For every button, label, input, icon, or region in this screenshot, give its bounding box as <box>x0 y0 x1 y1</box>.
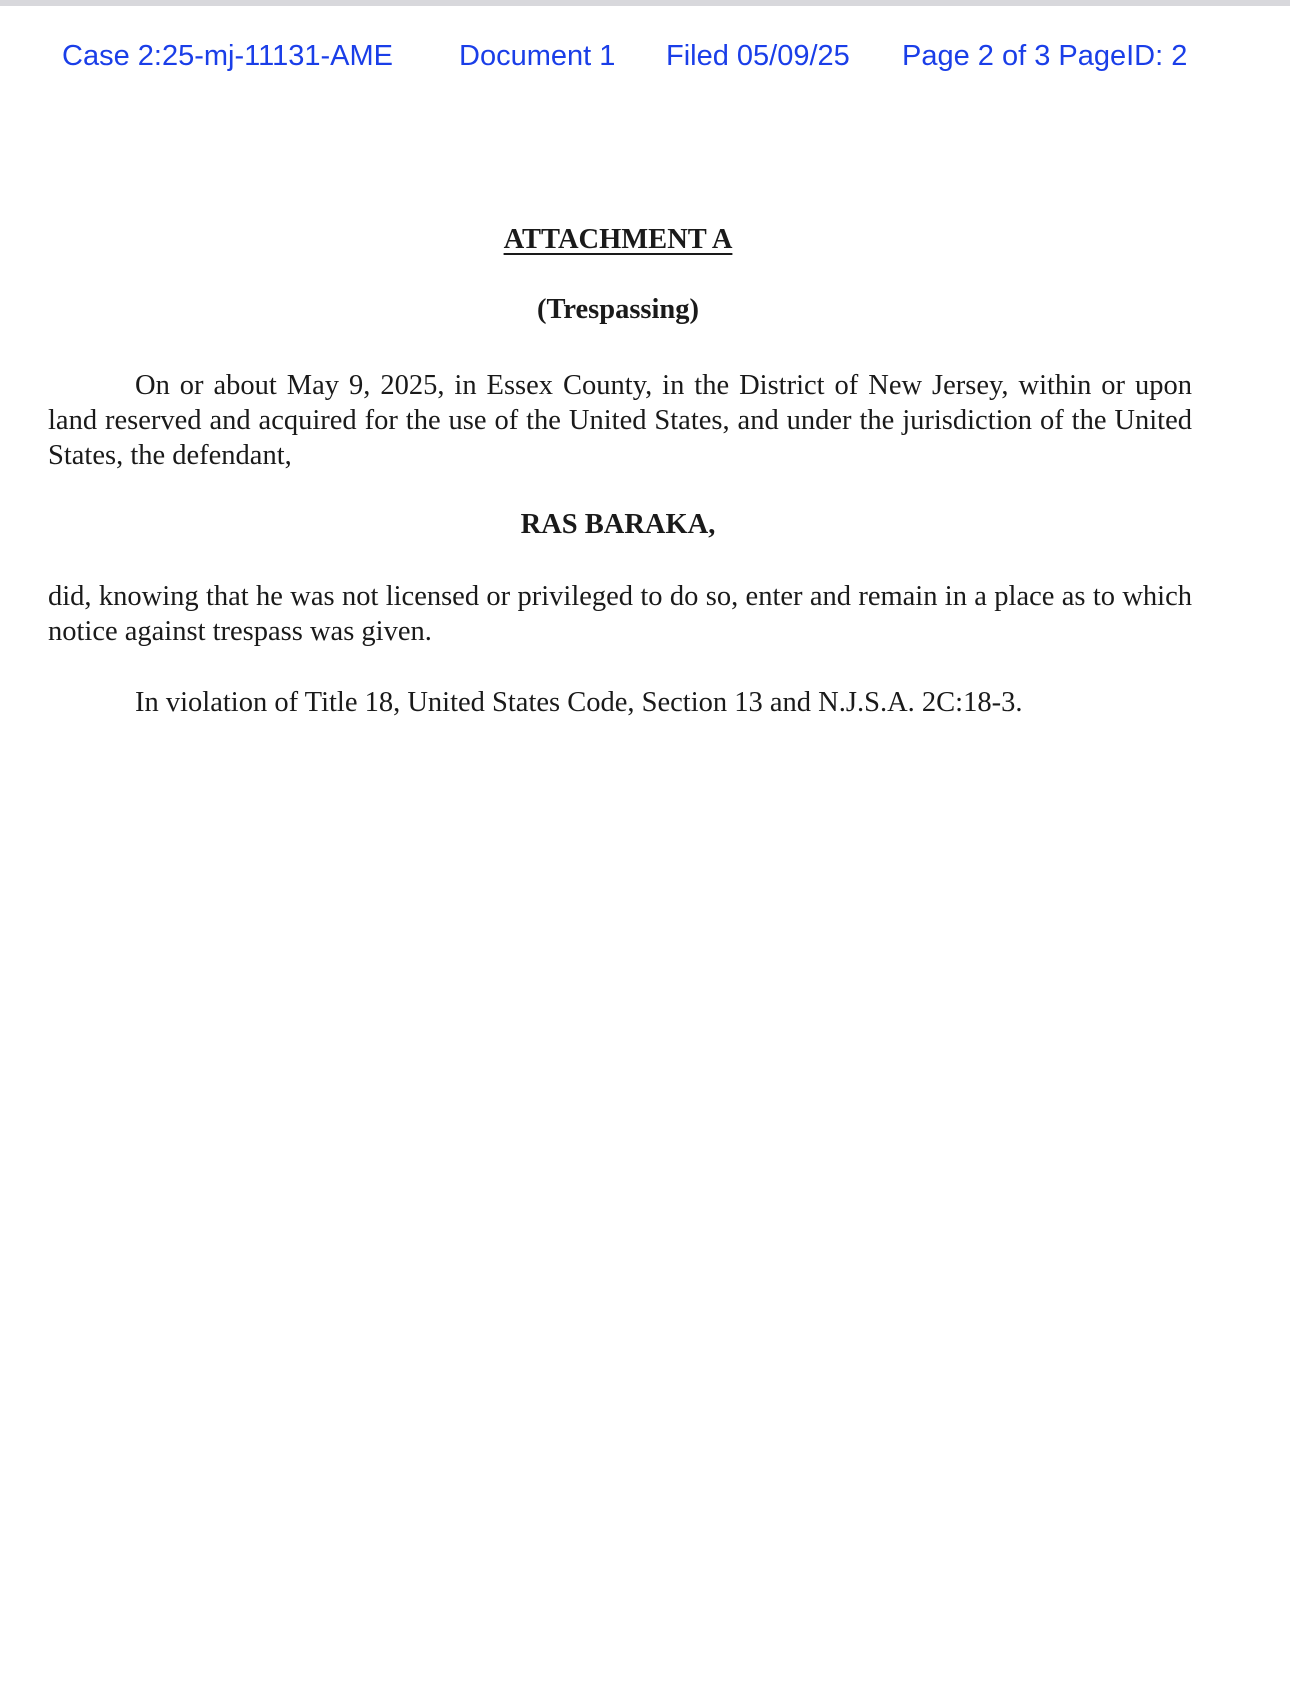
court-filing-header <box>62 40 1250 76</box>
charge-paragraph-conduct: did, knowing that he was not licensed or privileged to do so, enter and remain in a place as to which notice against trespass was given. <box>48 581 1192 647</box>
page-info: Page 2 of 3 PageID: 2 <box>902 40 1188 72</box>
defendant-name: RAS BARAKA, <box>520 509 716 540</box>
attachment-title: ATTACHMENT A <box>503 224 733 255</box>
charge-paragraph-intro: On or about May 9, 2025, in Essex County, in the District of New Jersey, within or upon land reserved and acquired for the use of the United States, and under the jurisdiction of the United States, the defendant, <box>48 370 1192 471</box>
filed-date: Filed 05/09/25 <box>666 40 850 72</box>
attachment-subtitle: (Trespassing) <box>536 294 700 325</box>
document-number: Document 1 <box>459 40 616 72</box>
document-page <box>0 6 1290 1686</box>
statute-citation: In violation of Title 18, United States Code, Section 13 and N.J.S.A. 2C:18-3. <box>135 687 1023 718</box>
case-number: Case 2:25-mj-11131-AME <box>62 40 393 72</box>
